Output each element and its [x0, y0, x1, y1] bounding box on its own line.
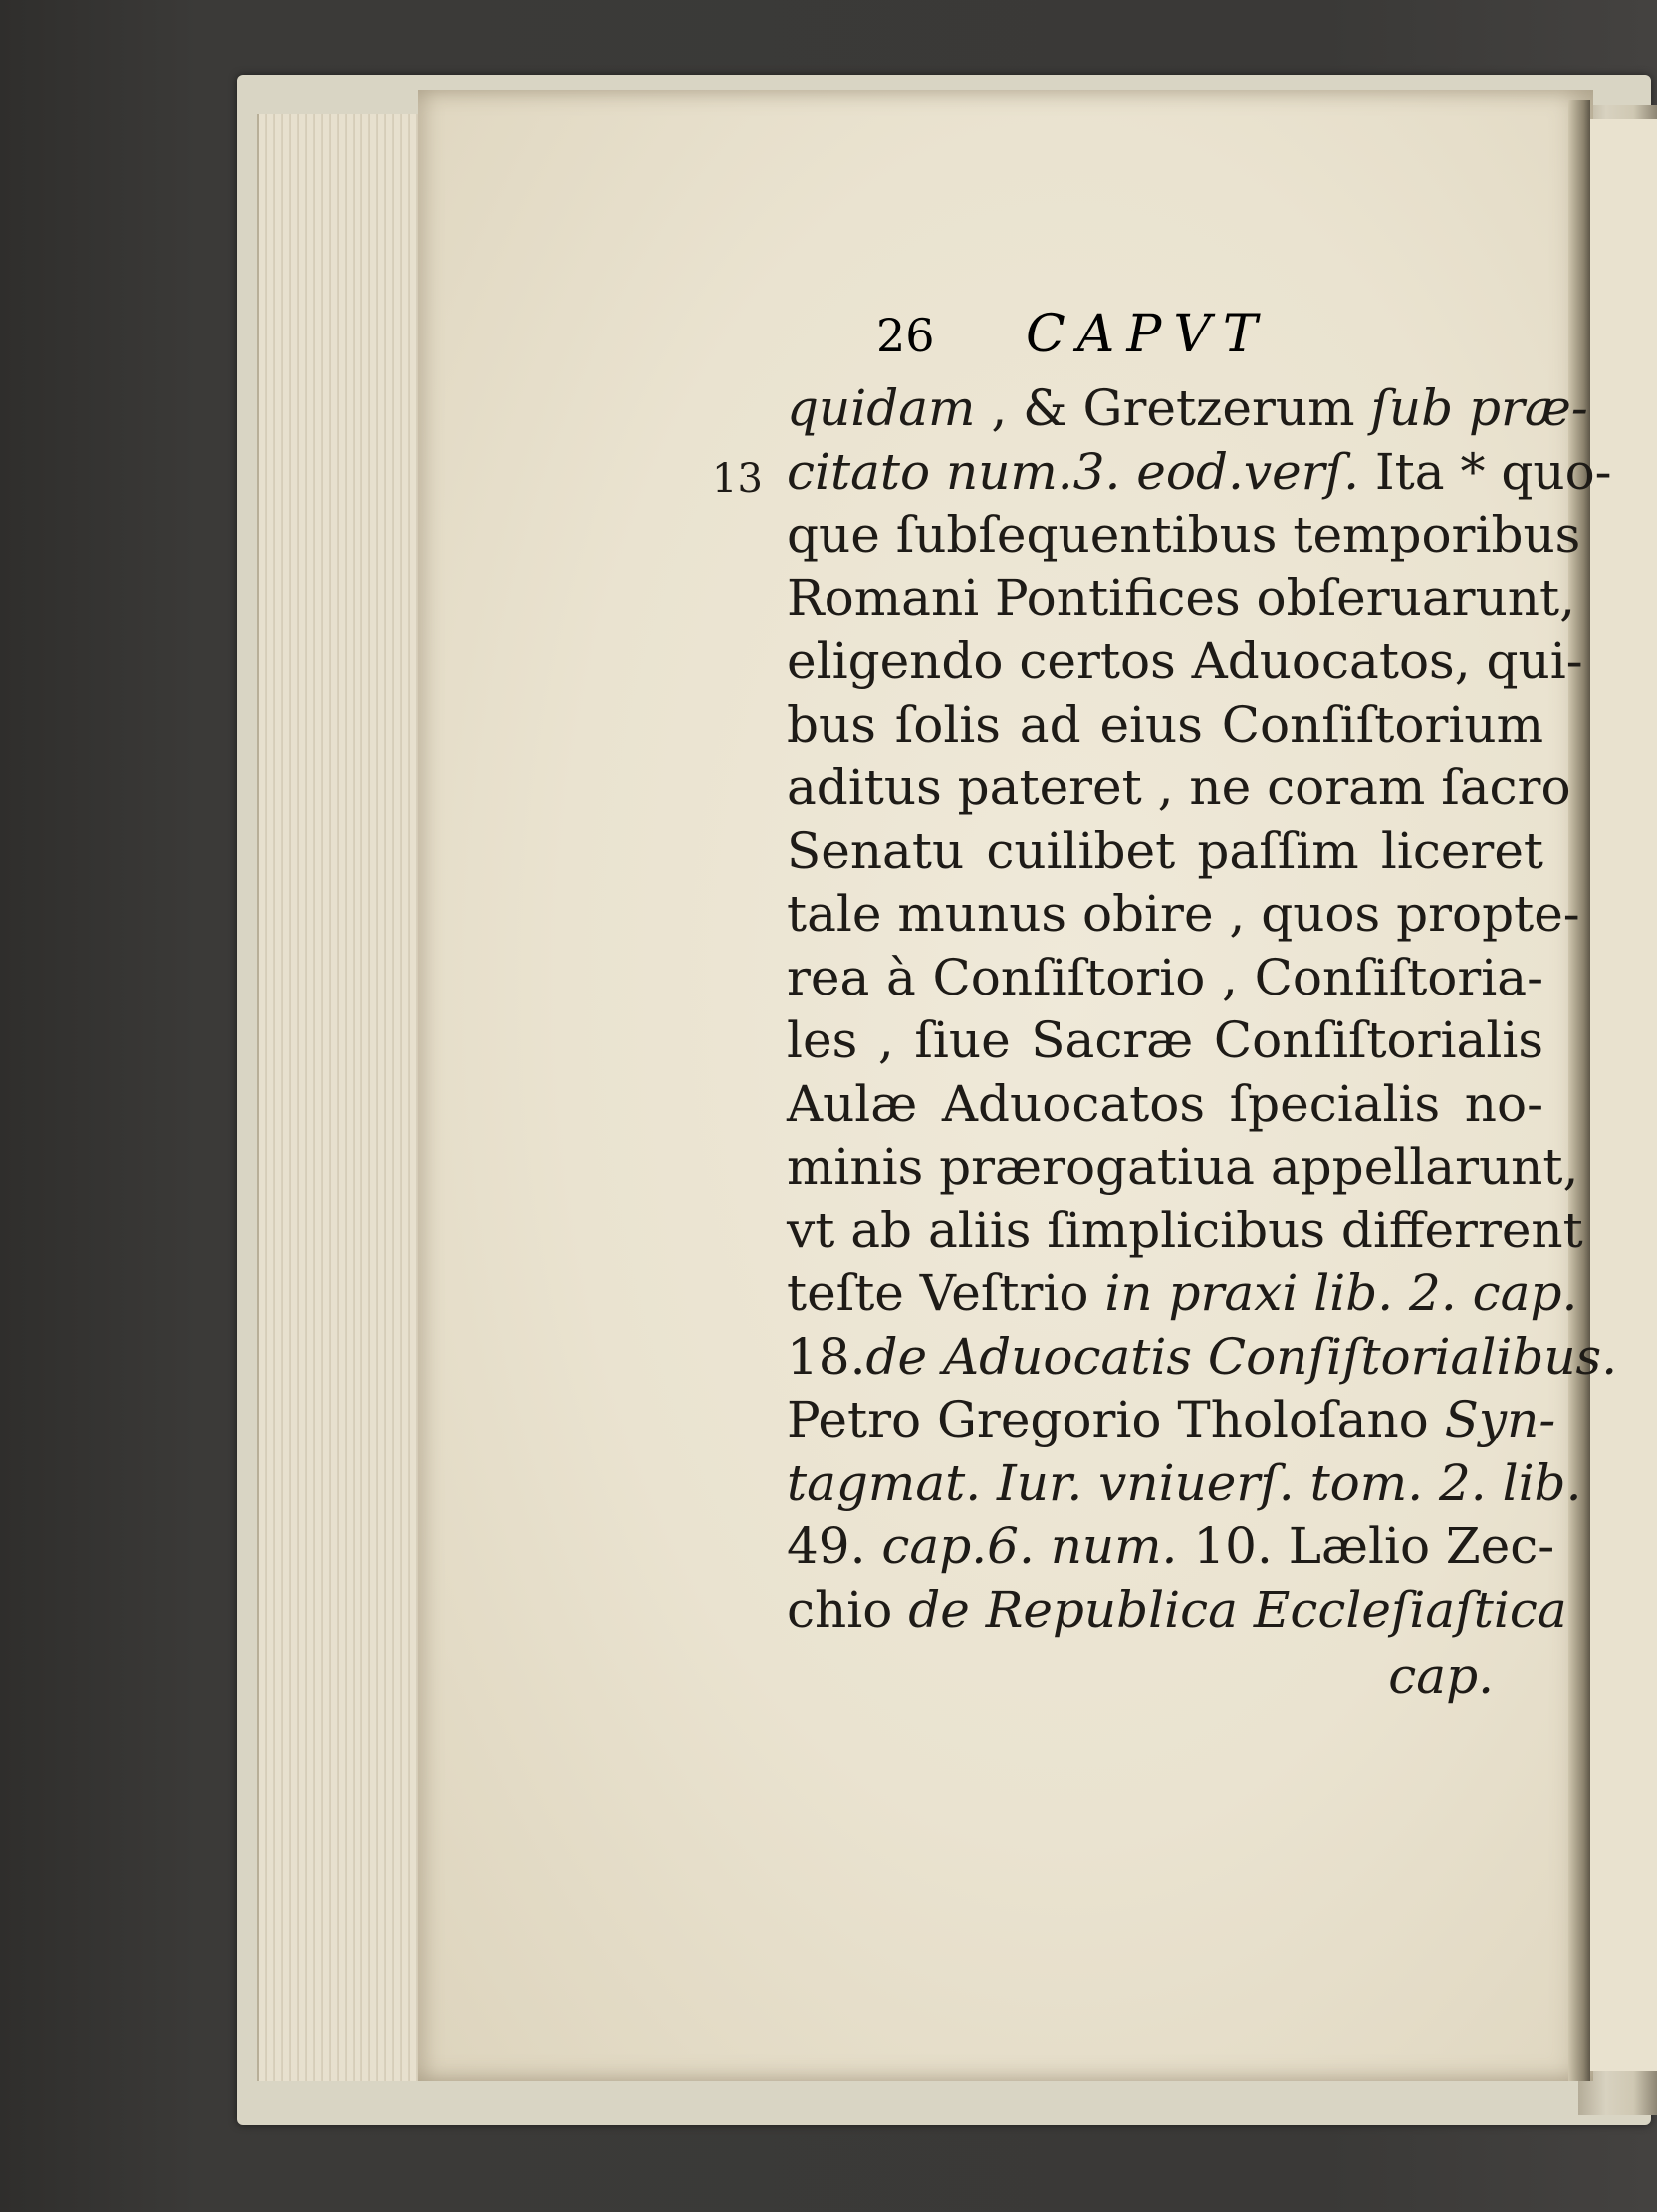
text-segment: Ita * quo- [1359, 442, 1612, 501]
text-line [787, 821, 1543, 881]
page-edges [257, 114, 438, 2081]
text-line [787, 884, 1580, 944]
text-segment: rea à Conſiſtorio , Conſiſtoria- [787, 948, 1543, 1006]
facing-page-edge [1590, 119, 1657, 2071]
text-segment: Petro Gregorio Tholoſano [787, 1391, 1445, 1448]
text-line [787, 1516, 1555, 1576]
text-segment: , & Gretzerum [975, 379, 1371, 437]
running-head: CAPVT [1026, 305, 1270, 364]
text-segment: aditus pateret , ne coram ſacro [787, 759, 1571, 816]
page-header [876, 305, 1344, 368]
text-segment: 10. Lælio Zec- [1177, 1517, 1555, 1575]
text-line [787, 948, 1543, 1007]
text-segment: Syn- [1444, 1391, 1556, 1448]
text-segment: vt ab aliis ſimplicibus differrent [787, 1201, 1583, 1259]
text-segment: in praxi lib. 2. cap. [1104, 1264, 1578, 1322]
text-segment: citato num.3. eod.verſ. [787, 442, 1360, 501]
text-line [787, 442, 1612, 502]
text-line [787, 1074, 1543, 1134]
text-line [787, 1453, 1582, 1513]
text-line [787, 378, 1588, 438]
text-line [787, 758, 1571, 817]
page-number: 26 [876, 309, 935, 362]
text-segment: tale munus obire , quos propte- [787, 885, 1580, 943]
text-segment: tagmat. Iur. vniuerſ. tom. 2. lib. [787, 1453, 1582, 1512]
text-line [787, 1263, 1578, 1323]
text-segment: eligendo certos Aduocatos, qui- [787, 632, 1583, 690]
text-line [787, 1137, 1579, 1197]
text-segment: teſte Veſtrio [787, 1264, 1105, 1322]
text-segment: minis prærogatiua appellarunt, [787, 1138, 1579, 1196]
text-line [787, 1327, 1618, 1387]
text-segment: de Aduocatis Conſiſtorialibus. [865, 1327, 1618, 1386]
text-segment: les , ſiue Sacræ Conſiſtorialis [787, 1011, 1543, 1069]
text-segment: 49. [787, 1517, 882, 1575]
text-segment: Romani Pontifices obſeruarunt, [787, 568, 1575, 627]
text-line [787, 505, 1581, 564]
margin-note: 13 [712, 456, 763, 502]
text-segment: ſub præ- [1370, 379, 1588, 437]
text-segment: Aulæ Aduocatos ſpecialis no- [787, 1074, 1543, 1133]
text-segment: bus ſolis ad eius Conſiſtorium [787, 695, 1543, 754]
text-segment: de Republica Eccleſiaſtica [908, 1580, 1567, 1639]
text-segment: 18. [787, 1327, 866, 1386]
text-line [787, 568, 1575, 628]
text-line [787, 631, 1583, 691]
text-segment: quidam [787, 379, 976, 437]
text-segment: cap.6. num. [881, 1517, 1178, 1575]
catchword: cap. [1388, 1648, 1494, 1705]
text-segment: que ſubſequentibus temporibus [787, 506, 1581, 563]
text-line [787, 1580, 1567, 1640]
text-line [787, 1010, 1543, 1070]
text-line [787, 1390, 1556, 1449]
text-segment: Senatu cuilibet paſſim liceret [787, 821, 1543, 880]
text-line [787, 695, 1543, 755]
text-segment: chio [787, 1580, 909, 1639]
text-line [787, 1201, 1583, 1260]
